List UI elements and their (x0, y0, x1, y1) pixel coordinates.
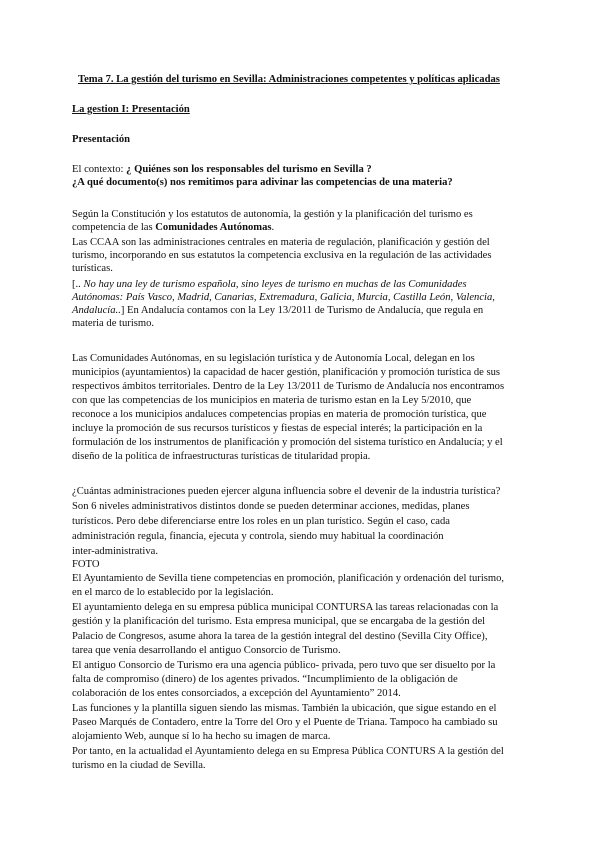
document-title: Tema 7. La gestión del turismo en Sevilla: Administraciones competentes y políticas aplicadas (78, 74, 500, 85)
paragraph-line: respectivos ámbitos territoriales. Dentro de la Ley 13/2011 de Turismo de Andalucía nos encontramos (72, 381, 505, 392)
context-question-2: ¿A qué documento(s) nos remitimos para adivinar las competencias de una materia? (72, 177, 453, 188)
section-heading: La gestion I: Presentación (72, 104, 190, 115)
context-label: El contexto: (72, 164, 127, 175)
paragraph-line (72, 221, 274, 234)
photo-placeholder-label: FOTO (72, 559, 100, 570)
paragraph-line: Las CCAA son las administraciones centrales en materia de regulación, planificación y gestión del (72, 237, 490, 248)
paragraph-line (72, 304, 483, 317)
paragraph-line: incluye la promoción de sus recursos turísticos y fiestas de especial interés; la participación en la (72, 423, 483, 434)
paragraph-line: falta de compromiso (dinero) de los agentes privados. “Incumplimiento de la obligación de (72, 674, 458, 685)
text-run: [.. (72, 279, 81, 290)
paragraph-line: alojamiento Web, aunque sí lo ha hecho su imagen de marca. (72, 731, 331, 742)
paragraph-line: Por tanto, en la actualidad el Ayuntamiento delega en su Empresa Pública CONTURS A la gestión del (72, 746, 504, 757)
paragraph-line: Palacio de Congresos, asume ahora la tarea de la gestión integral del destino (Sevilla City Office), (72, 631, 488, 642)
paragraph-line: Las funciones y la plantilla siguen siendo las mismas. También la ubicación, que sigue estando en el (72, 703, 497, 714)
paragraph-line: Son 6 niveles administrativos distintos donde se pueden determinar acciones, medidas, planes (72, 501, 470, 512)
paragraph-line: Las Comunidades Autónomas, en su legislación turística y de Autonomía Local, delegan en los (72, 353, 475, 364)
text-run: competencia de las (72, 222, 156, 233)
paragraph-line: turísticas. (72, 263, 113, 274)
sub-heading: Presentación (72, 134, 131, 145)
paragraph-line: El Ayuntamiento de Sevilla tiene competencias en promoción, planificación y ordenación del turismo, (72, 573, 505, 584)
paragraph-line: materia de turismo. (72, 318, 155, 329)
paragraph-line: colaboración de los entes consorciados, a excepción del Ayuntamiento” 2014. (72, 688, 401, 699)
paragraph-line: turísticos. Pero debe diferenciarse entre los roles en un plan turístico. Según el caso, cada (72, 516, 451, 527)
paragraph-line: inter-administrativa. (72, 546, 158, 557)
paragraph-line: reconoce a los municipios andaluces competencias propias en materia de promoción turística, que (72, 409, 487, 420)
paragraph-line: El ayuntamiento delega en su empresa pública municipal CONTURSA las tareas relacionadas con la (72, 602, 499, 613)
paragraph-line: diseño de la política de infraestructuras turísticas de titularidad propia. (72, 451, 371, 462)
text-run: ] En Andalucía contamos con la Ley 13/2011 de Turismo de Andalucía, que regula en (120, 305, 484, 316)
paragraph-line: gestión y la planificación del turismo. Esta empresa municipal, que se encargaba de la gestión del (72, 616, 486, 627)
context-line (72, 163, 372, 176)
paragraph-line: El antiguo Consorcio de Turismo era una agencia público- privada, pero tuvo que ser disuelto por la (72, 660, 496, 671)
italic-run: No hay una ley de turismo española, sino leyes de turismo en muchas de las Comunidades (80, 279, 467, 290)
paragraph-line: ¿Cuántas administraciones pueden ejercer alguna influencia sobre el devenir de la industria turística? (72, 486, 501, 497)
paragraph-line: formulación de los instrumentos de planificación y promoción del sistema turístico en Andalucía; y el (72, 437, 503, 448)
italic-run: Andalucía.. (72, 305, 121, 316)
context-question-1: ¿ Quiénes son los responsables del turismo en Sevilla ? (126, 164, 372, 175)
paragraph-line: tarea que venía desarrollando el antiguo Consorcio de Turismo. (72, 645, 341, 656)
paragraph-line: turismo, incorporando en sus estatutos la competencia exclusiva en la regulación de las actividades (72, 250, 492, 261)
paragraph-line: Según la Constitución y los estatutos de autonomía, la gestión y la planificación del turismo es (72, 209, 473, 220)
paragraph-line: municipios (ayuntamientos) la capacidad de hacer gestión, planificación y promoción turística de sus (72, 367, 501, 378)
bold-term: Comunidades Autónomas (155, 222, 272, 233)
paragraph-line: en el marco de lo establecido por la legislación. (72, 587, 274, 598)
paragraph-line (72, 278, 467, 291)
text-run: . (271, 222, 275, 233)
paragraph-line: Autónomas: País Vasco, Madrid, Canarias, Extremadura, Galicia, Murcia, Castilla León, Valencia, (72, 292, 495, 303)
paragraph-line: con que las competencias de los municipios en materia de turismo estan en la Ley 5/2010, que (72, 395, 472, 406)
paragraph-line: turismo en la ciudad de Sevilla. (72, 760, 206, 771)
paragraph-line: Paseo Marqués de Contadero, entre la Torre del Oro y el Puente de Triana. Tampoco ha cambiado su (72, 717, 498, 728)
paragraph-line: administración regula, financia, ejecuta y controla, siendo muy habitual la coordinación (72, 531, 444, 542)
